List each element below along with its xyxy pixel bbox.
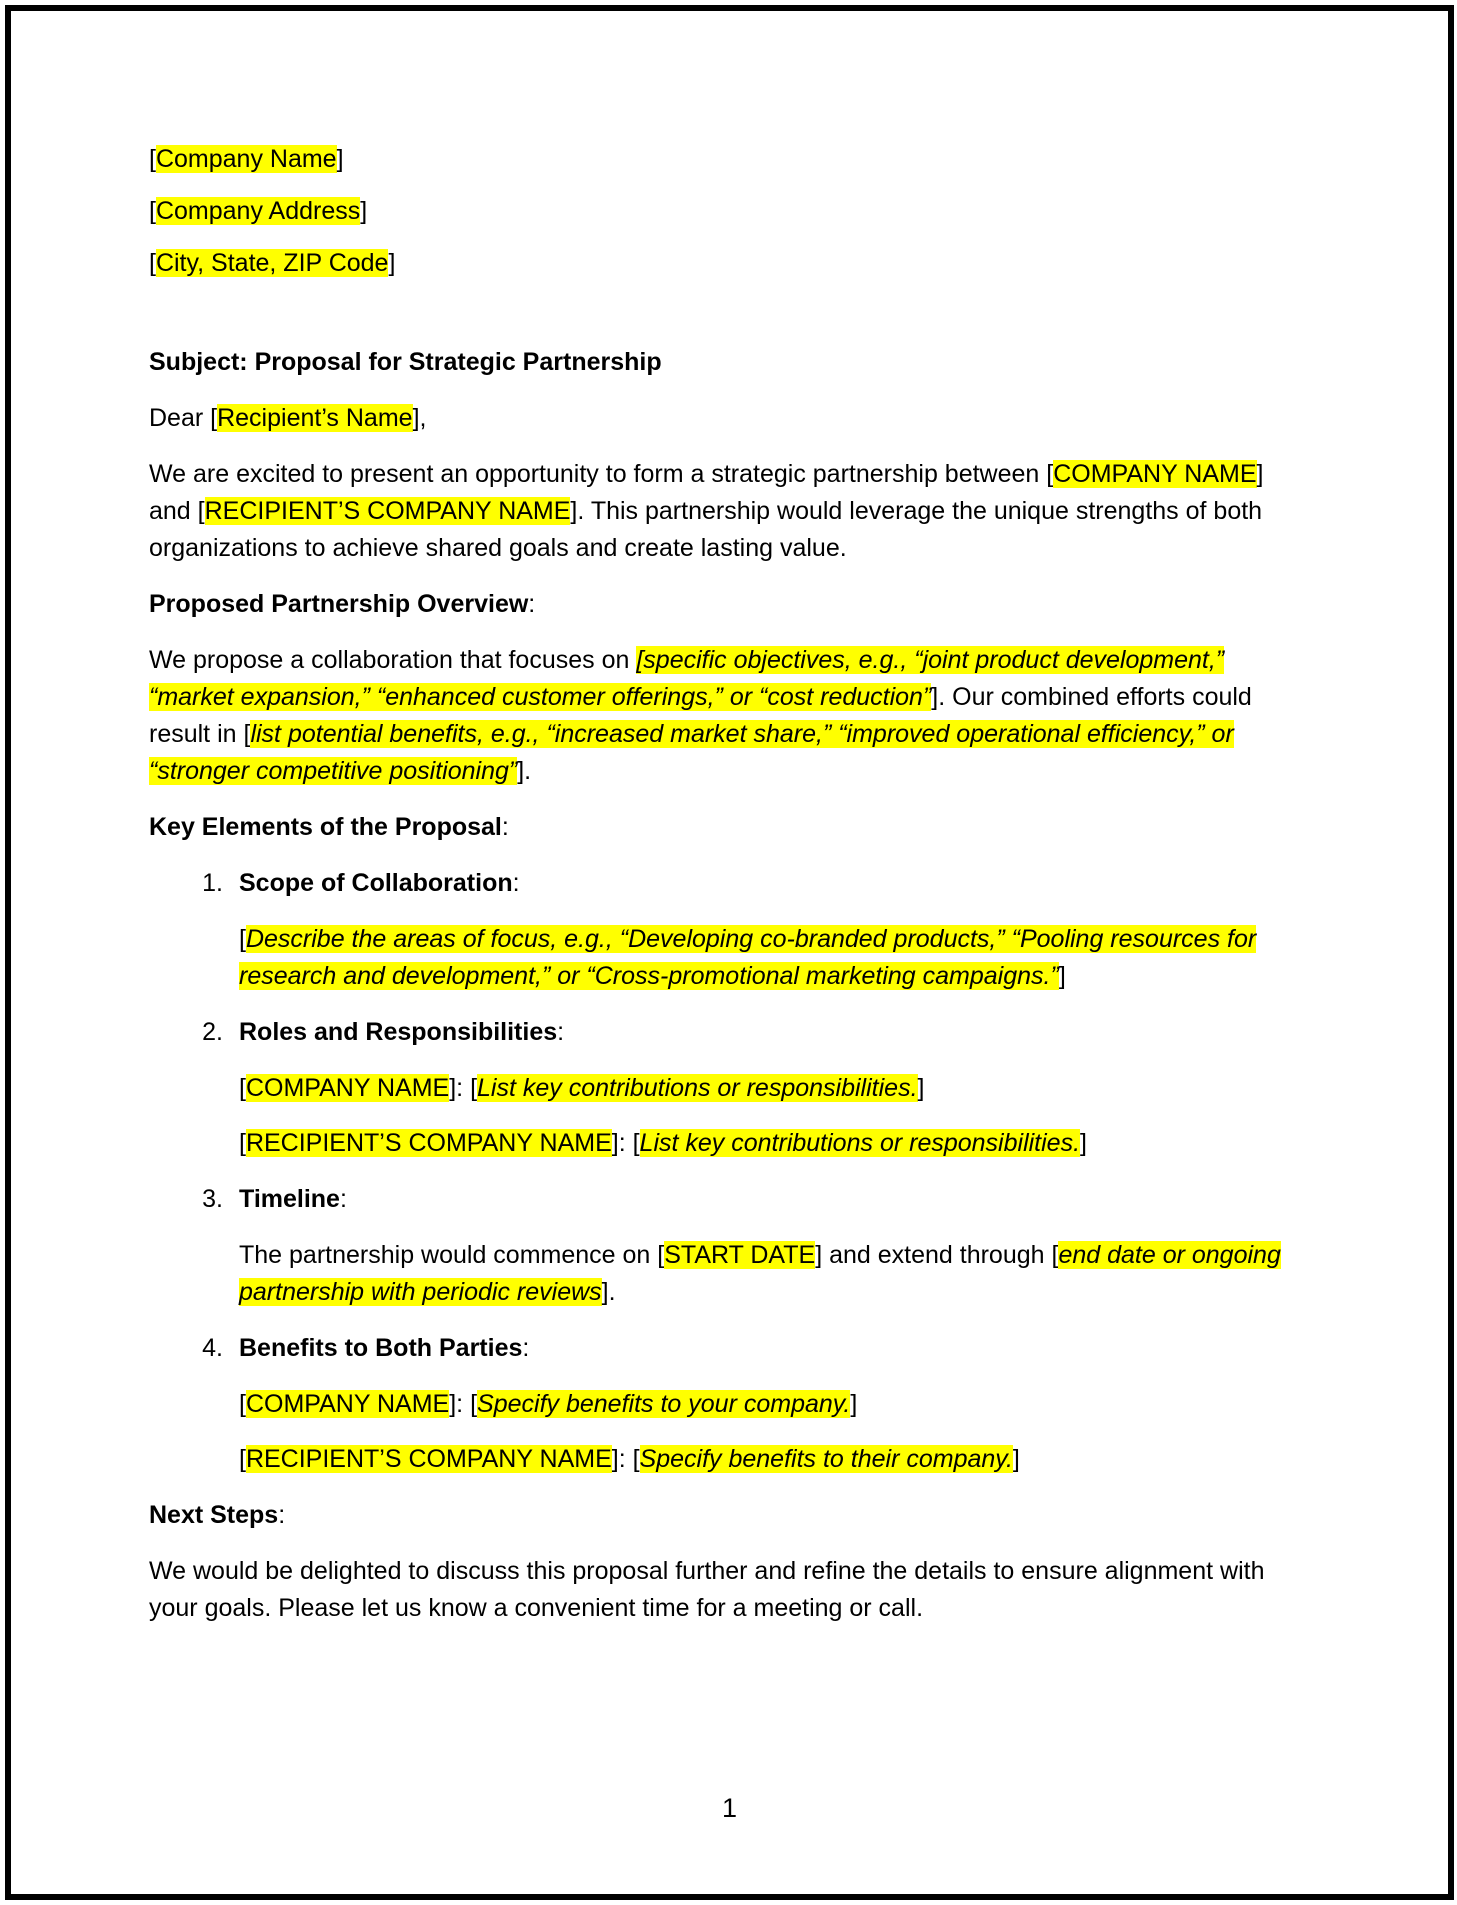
company-benefit-line: [COMPANY NAME]: [Specify benefits to your company.] (239, 1390, 858, 1418)
scope-placeholder: Describe the areas of focus, e.g., “Developing co-branded products,” “Pooling resources for research and development,” or “Cross-promotional marketing campaigns.” (239, 925, 1257, 990)
end-date-placeholder: end date or ongoing partnership with periodic reviews (239, 1241, 1281, 1306)
company-address-line: [Company Address] (149, 197, 368, 225)
city-state-zip-placeholder: City, State, ZIP Code (155, 249, 389, 277)
company-name-placeholder: COMPANY NAME (245, 1074, 450, 1102)
list-number: 2. (202, 1018, 223, 1046)
key-elements-heading: Key Elements of the Proposal: (149, 813, 509, 841)
intro-paragraph: We are excited to present an opportunity to form a strategic partnership between [COMPANY NAME] and [RECIPIENT’S COMPANY NAME]. This partnership would leverage the unique strengths of both organizations to achieve shared goals and create lasting value. (149, 460, 1264, 562)
list-item: 3. Timeline: (149, 1181, 1289, 1218)
recipient-company-placeholder: RECIPIENT’S COMPANY NAME (204, 497, 571, 525)
list-number: 3. (202, 1185, 223, 1213)
list-number: 1. (202, 869, 223, 897)
recipient-company-placeholder: RECIPIENT’S COMPANY NAME (245, 1445, 612, 1473)
subject-line: Subject: Proposal for Strategic Partnership (149, 348, 662, 376)
page-number: 1 (721, 1793, 738, 1823)
recipient-company-placeholder: RECIPIENT’S COMPANY NAME (245, 1129, 612, 1157)
overview-heading: Proposed Partnership Overview: (149, 590, 536, 618)
recipient-role-placeholder: List key contributions or responsibilities. (639, 1129, 1081, 1157)
company-name-placeholder: COMPANY NAME (245, 1390, 450, 1418)
list-item-title: Benefits to Both Parties (239, 1334, 523, 1362)
document-body (149, 141, 1289, 1646)
recipient-benefit-placeholder: Specify benefits to their company. (639, 1445, 1013, 1473)
company-role-line: [COMPANY NAME]: [List key contributions or responsibilities.] (239, 1074, 925, 1102)
list-item: 2. Roles and Responsibilities: (149, 1014, 1289, 1051)
scope-text: [Describe the areas of focus, e.g., “Developing co-branded products,” “Pooling resources for research and development,” or “Cross-promotional marketing campaigns.”] (239, 925, 1257, 990)
list-item-title: Scope of Collaboration (239, 869, 513, 897)
next-steps-heading: Next Steps: (149, 1501, 286, 1529)
company-name-placeholder: COMPANY NAME (1053, 460, 1257, 488)
salutation: Dear [Recipient’s Name], (149, 404, 427, 432)
list-number: 4. (202, 1334, 223, 1362)
company-benefit-placeholder: Specify benefits to your company. (477, 1390, 851, 1418)
recipient-benefit-line: [RECIPIENT’S COMPANY NAME]: [Specify benefits to their company.] (239, 1445, 1020, 1473)
list-item: 4. Benefits to Both Parties: (149, 1330, 1289, 1367)
timeline-text: The partnership would commence on [START DATE] and extend through [end date or ongoing partnership with periodic reviews]. (239, 1241, 1281, 1306)
document-page (5, 5, 1454, 1900)
objectives-placeholder: [specific objectives, e.g., “joint product development,” “market expansion,” “enhanced customer offerings,” or “cost reduction” (149, 646, 1225, 711)
city-state-zip-line: [City, State, ZIP Code] (149, 249, 396, 277)
list-item-title: Roles and Responsibilities (239, 1018, 558, 1046)
list-item: 1. Scope of Collaboration: (149, 865, 1289, 902)
overview-paragraph: We propose a collaboration that focuses on [specific objectives, e.g., “joint product development,” “market expansion,” “enhanced customer offerings,” or “cost reduction”]. Our combined efforts could result in [list potential benefits, e.g., “increased market share,” “improved operational efficiency,” or “stronger competitive positioning”]. (149, 646, 1252, 785)
company-name-placeholder: Company Name (155, 145, 337, 173)
next-steps-paragraph: We would be delighted to discuss this proposal further and refine the details to ensure alignment with your goals. Please let us know a convenient time for a meeting or call. (149, 1557, 1265, 1622)
address-block (149, 141, 1289, 282)
benefits-placeholder: list potential benefits, e.g., “increased market share,” “improved operational efficiency,” or “stronger competitive positioning” (149, 720, 1234, 785)
recipient-role-line: [RECIPIENT’S COMPANY NAME]: [List key contributions or responsibilities.] (239, 1129, 1087, 1157)
start-date-placeholder: START DATE (664, 1241, 816, 1269)
company-role-placeholder: List key contributions or responsibilities. (477, 1074, 918, 1102)
list-item-title: Timeline (239, 1185, 340, 1213)
company-name-line: [Company Name] (149, 145, 344, 173)
recipient-name-placeholder: Recipient’s Name (217, 404, 413, 432)
company-address-placeholder: Company Address (155, 197, 361, 225)
